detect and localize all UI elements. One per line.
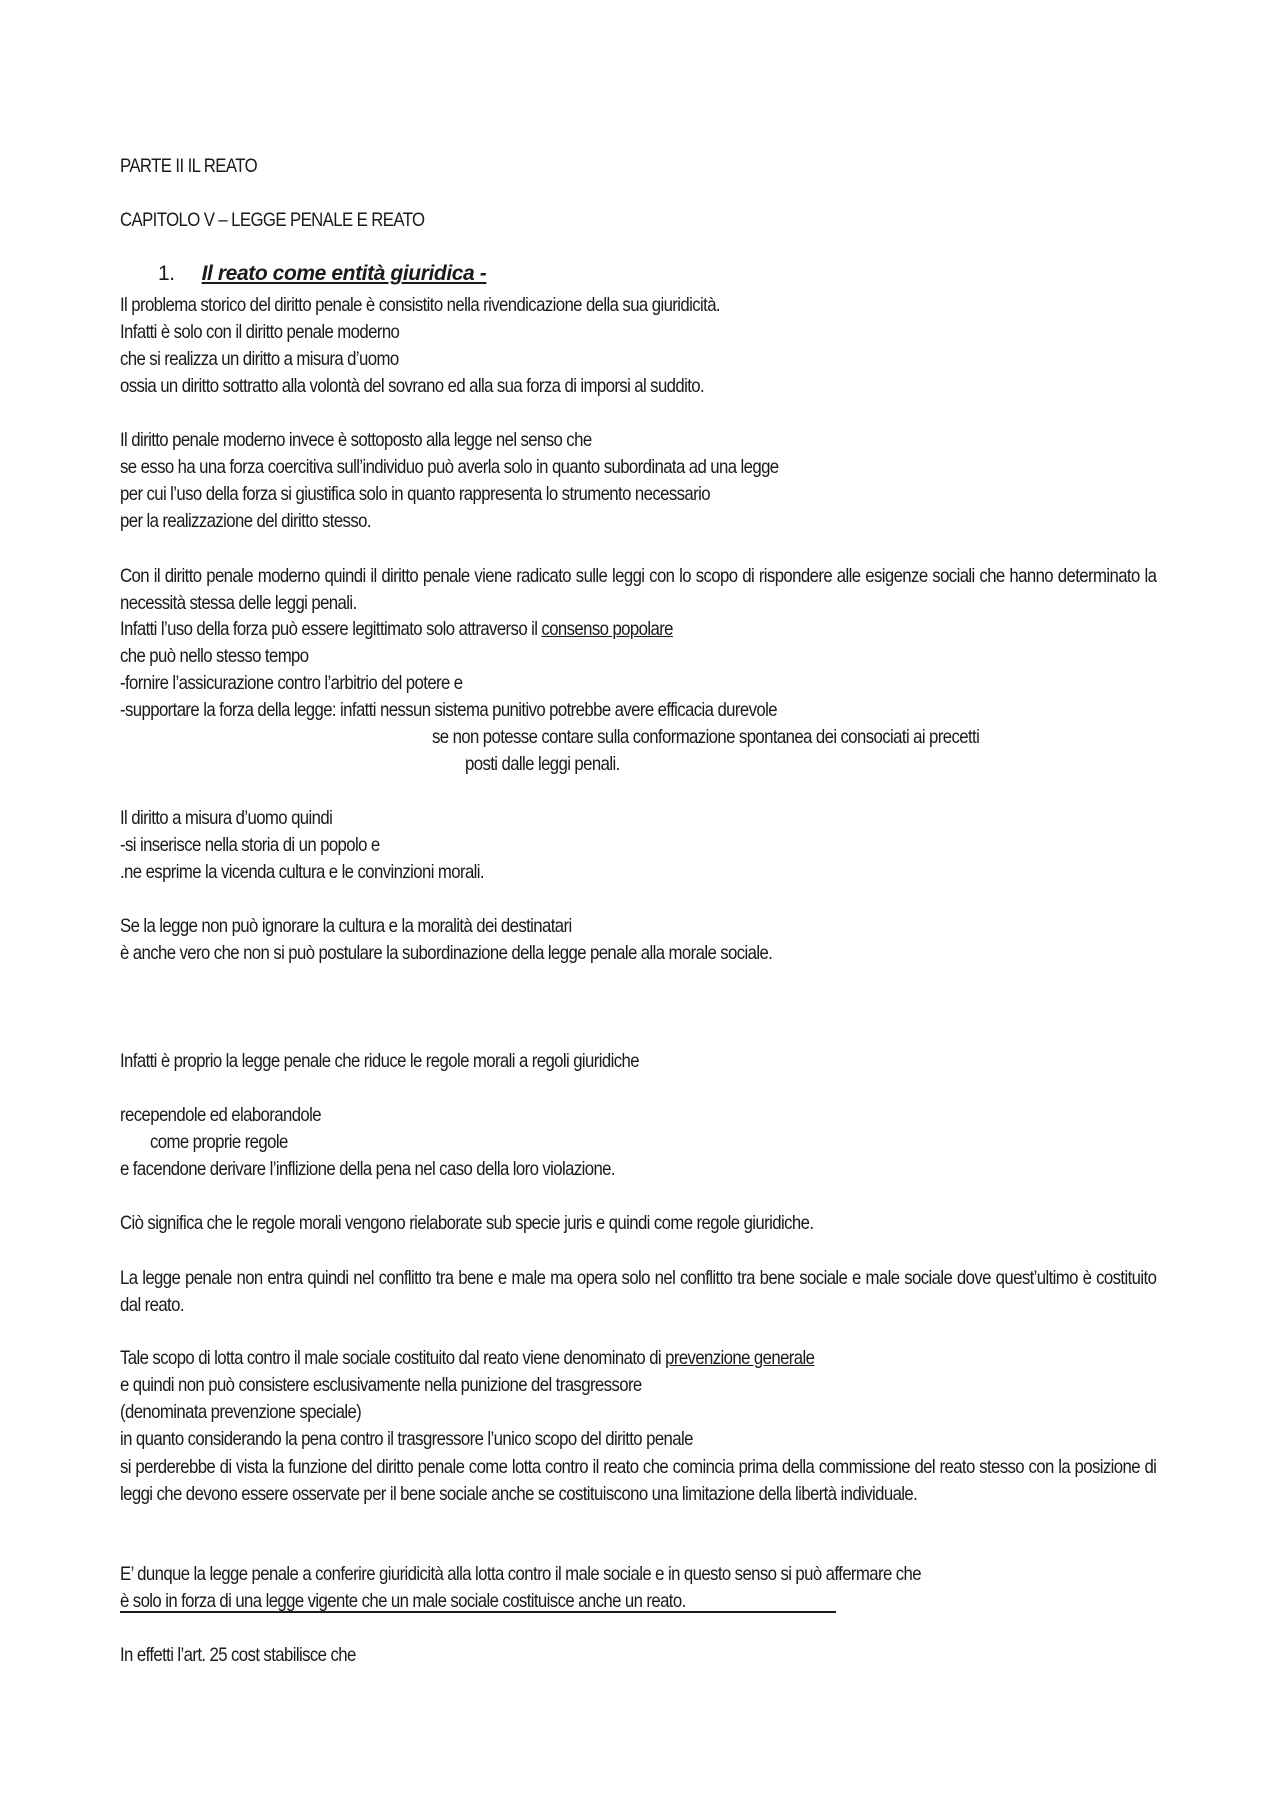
paragraph-line: Infatti è proprio la legge penale che riduce le regole morali a regoli giuridiche	[120, 1050, 639, 1072]
paragraph-line-prevention	[120, 1346, 814, 1370]
prevention-link: prevenzione generale	[665, 1347, 815, 1369]
paragraph-line: -supportare la forza della legge: infatti nessun sistema punitivo potrebbe avere efficacia durevole	[120, 699, 777, 721]
paragraph-line: per cui l’uso della forza si giustifica solo in quanto rappresenta lo strumento necessario	[120, 483, 710, 505]
paragraph-line: Il problema storico del diritto penale è consistito nella rivendicazione della sua giuridicità.	[120, 294, 720, 316]
paragraph-justified: si perderebbe di vista la funzione del diritto penale come lotta contro il reato che comincia prima della commissione del reato stesso con la posizione di leggi che devono essere osservate per il bene sociale anche se costituiscono una limitazione della libertà individuale.	[120, 1456, 1157, 1505]
paragraph-line-emphasis: è solo in forza di una legge vigente che un male sociale costituisce anche un reato.	[120, 1590, 686, 1612]
paragraph-line: -si inserisce nella storia di un popolo e	[120, 834, 380, 856]
prevention-prefix: Tale scopo di lotta contro il male sociale costituito dal reato viene denominato di	[120, 1347, 666, 1369]
consent-prefix: Infatti l’uso della forza può essere legittimato solo attraverso il	[120, 618, 542, 640]
paragraph-line: come proprie regole	[150, 1131, 288, 1153]
paragraph-line-indented: posti dalle leggi penali.	[465, 753, 620, 775]
paragraph-line-consent	[120, 617, 673, 641]
emphasis-underline-rule	[120, 1611, 836, 1613]
paragraph-line: Ciò significa che le regole morali vengono rielaborate sub specie juris e quindi come regole giuridiche.	[120, 1212, 814, 1234]
paragraph-line: se esso ha una forza coercitiva sull’individuo può averla solo in quanto subordinata ad una legge	[120, 456, 779, 478]
paragraph-line: Il diritto a misura d’uomo quindi	[120, 807, 333, 829]
section-heading	[158, 262, 486, 286]
paragraph-justified: La legge penale non entra quindi nel conflitto tra bene e male ma opera solo nel conflitto tra bene sociale e male sociale dove quest’ultimo è costituito dal reato.	[120, 1267, 1157, 1316]
paragraph-line: ossia un diritto sottratto alla volontà del sovrano ed alla sua forza di imporsi al suddito.	[120, 375, 705, 397]
section-title: Il reato come entità giuridica -	[201, 262, 487, 285]
paragraph-line-indented: se non potesse contare sulla conformazione spontanea dei consociati ai precetti	[432, 726, 980, 748]
paragraph-line: In effetti l’art. 25 cost stabilisce che	[120, 1644, 356, 1666]
paragraph-line: che può nello stesso tempo	[120, 645, 309, 667]
consent-link: consenso popolare	[541, 618, 673, 640]
paragraph-line: recependole ed elaborandole	[120, 1104, 322, 1126]
paragraph-line: per la realizzazione del diritto stesso.	[120, 510, 371, 532]
part-title: PARTE II IL REATO	[120, 155, 258, 177]
paragraph-line: che si realizza un diritto a misura d’uomo	[120, 348, 399, 370]
paragraph-line: E’ dunque la legge penale a conferire giuridicità alla lotta contro il male sociale e in questo senso si può affermare che	[120, 1563, 921, 1585]
paragraph-line: -fornire l’assicurazione contro l’arbitrio del potere e	[120, 672, 463, 694]
paragraph-line: (denominata prevenzione speciale)	[120, 1401, 362, 1423]
paragraph-line: e facendone derivare l’inflizione della pena nel caso della loro violazione.	[120, 1158, 615, 1180]
paragraph-justified: Con il diritto penale moderno quindi il diritto penale viene radicato sulle leggi con lo scopo di rispondere alle esigenze sociali che hanno determinato la necessità stessa delle leggi penali.	[120, 565, 1157, 614]
paragraph-line: in quanto considerando la pena contro il trasgressore l’unico scopo del diritto penale	[120, 1428, 693, 1450]
section-number: 1.	[158, 262, 175, 285]
paragraph-line: è anche vero che non si può postulare la subordinazione della legge penale alla morale sociale.	[120, 942, 773, 964]
paragraph-line: e quindi non può consistere esclusivamente nella punizione del trasgressore	[120, 1374, 642, 1396]
chapter-title: CAPITOLO V – LEGGE PENALE E REATO	[120, 209, 425, 231]
paragraph-line: .ne esprime la vicenda cultura e le convinzioni morali.	[120, 861, 484, 883]
paragraph-line: Se la legge non può ignorare la cultura e la moralità dei destinatari	[120, 915, 572, 937]
paragraph-line: Il diritto penale moderno invece è sottoposto alla legge nel senso che	[120, 429, 592, 451]
paragraph-line: Infatti è solo con il diritto penale moderno	[120, 321, 400, 343]
